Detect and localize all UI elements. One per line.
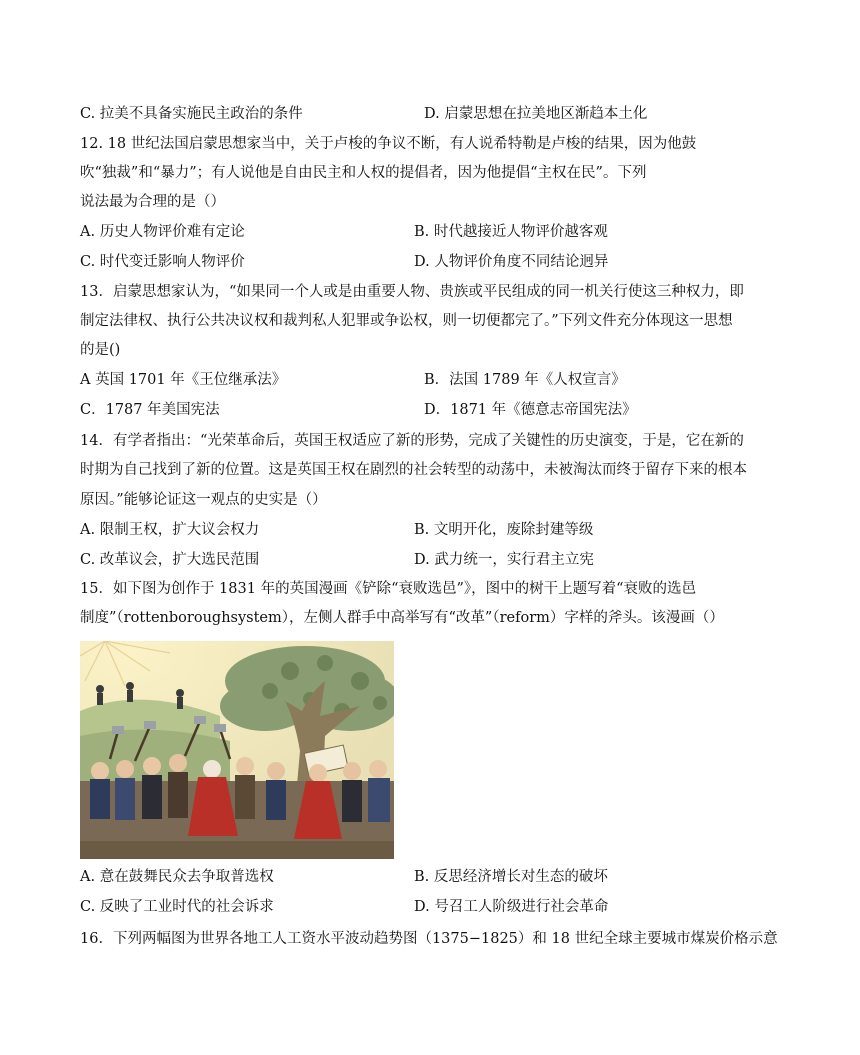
- q12-option-c: C. 时代变迁影响人物评价: [80, 254, 245, 270]
- q14-option-b: B. 文明开化，废除封建等级: [414, 522, 594, 538]
- q13-option-d: D．1871 年《德意志帝国宪法》: [424, 402, 637, 418]
- q14-stem-line-1: 14．有学者指出：“光荣革命后，英国王权适应了新的形势，完成了关键性的历史演变，于是，它在新的: [80, 433, 744, 449]
- q12-option-d: D. 人物评价角度不同结论迥异: [414, 254, 609, 270]
- q13-stem-line-1: 13．启蒙思想家认为，“如果同一个人或是由重要人物、贵族或平民组成的同一机关行使这三种权力，即: [80, 284, 744, 300]
- q14-stem-line-2: 时期为自己找到了新的位置。这是英国王权在剧烈的社会转型的动荡中，未被淘汰而终于留存下来的根本: [80, 462, 747, 478]
- q11-option-c: C. 拉美不具备实施民主政治的条件: [80, 106, 303, 122]
- q13-option-b: B．法国 1789 年《人权宣言》: [424, 372, 626, 388]
- q12-stem-line-1: 12. 18 世纪法国启蒙思想家当中，关于卢梭的争议不断，有人说希特勒是卢梭的结果，因为他鼓: [80, 136, 697, 152]
- q16-stem-line-1: 16．下列两幅图为世界各地工人工资水平波动趋势图（1375−1825）和 18 世纪全球主要城市煤炭价格示意: [80, 931, 778, 947]
- q12-option-b: B. 时代越接近人物评价越客观: [414, 224, 608, 240]
- q13-option-a: A 英国 1701 年《王位继承法》: [80, 372, 287, 388]
- q13-stem-line-2: 制定法律权、执行公共决议权和裁判私人犯罪或争讼权，则一切便都完了。”下列文件充分体现这一思想: [80, 313, 733, 329]
- q11-option-d: D. 启蒙思想在拉美地区渐趋本土化: [424, 106, 648, 122]
- cartoon-illustration: [80, 641, 394, 859]
- q15-option-a: A. 意在鼓舞民众去争取普选权: [80, 869, 274, 885]
- q14-option-d: D. 武力统一，实行君主立宪: [414, 552, 594, 568]
- q15-option-d: D. 号召工人阶级进行社会革命: [414, 899, 609, 915]
- q12-stem-line-3: 说法最为合理的是（）: [80, 194, 225, 210]
- q15-option-c: C. 反映了工业时代的社会诉求: [80, 899, 274, 915]
- q14-stem-line-3: 原因。”能够论证这一观点的史实是（）: [80, 492, 327, 508]
- q12-option-a: A. 历史人物评价难有定论: [80, 224, 245, 240]
- q14-option-a: A. 限制王权，扩大议会权力: [80, 522, 260, 538]
- q15-stem-line-2: 制度”（rottenboroughsystem），左侧人群手中高举写有“改革”（reform）字样的斧头。该漫画（）: [80, 610, 724, 626]
- q15-stem-line-1: 15．如下图为创作于 1831 年的英国漫画《铲除“衰败选邑”》，图中的树干上题写着“衰败的选邑: [80, 581, 697, 597]
- q12-stem-line-2: 吹“独裁”和“暴力”；有人说他是自由民主和人权的提倡者，因为他提倡“主权在民”。下列: [80, 165, 647, 181]
- q14-option-c: C. 改革议会，扩大选民范围: [80, 552, 260, 568]
- q13-option-c: C．1787 年美国宪法: [80, 402, 220, 418]
- q15-option-b: B. 反思经济增长对生态的破坏: [414, 869, 608, 885]
- q13-stem-line-3: 的是(): [80, 342, 121, 358]
